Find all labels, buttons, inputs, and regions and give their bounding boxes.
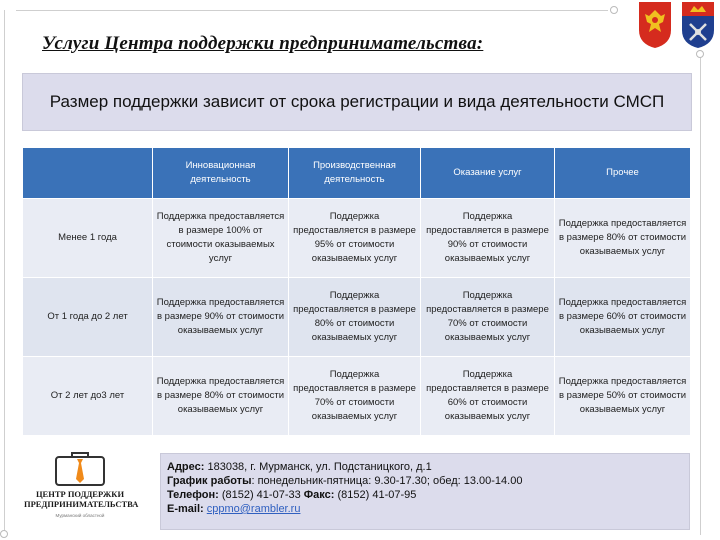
fax-value: (8152) 41-07-95 (337, 489, 417, 501)
table-cell: Поддержка предоставляется в размере 70% от стоимости оказываемых услуг (421, 278, 555, 357)
table-cell: Поддержка предоставляется в размере 90% от стоимости оказываемых услуг (153, 278, 289, 357)
murmansk-coat-of-arms-icon (678, 0, 718, 50)
table-header-cell: Инновационная деятельность (153, 148, 289, 199)
schedule-value: : понедельник-пятница: 9.30-17.30; обед: 13.00-14.00 (251, 475, 523, 487)
russia-coat-of-arms-icon (635, 0, 675, 50)
table-cell: Поддержка предоставляется в размере 60% от стоимости оказываемых услуг (421, 357, 555, 436)
phone-line (167, 488, 683, 502)
frame-line (16, 10, 608, 11)
support-table (22, 147, 691, 436)
emblems (633, 0, 720, 54)
table-row (23, 278, 691, 357)
email-link[interactable]: cppmo@rambler.ru (206, 503, 301, 515)
table-cell: Поддержка предоставляется в размере 80% от стоимости оказываемых услуг (555, 199, 691, 278)
logo-line: ПРЕДПРИНИМАТЕЛЬСТВА (24, 499, 139, 509)
contact-box (160, 453, 690, 530)
schedule-label: График работы (167, 475, 252, 487)
row-label: От 2 лет до3 лет (23, 357, 153, 436)
table-cell: Поддержка предоставляется в размере 100% от стоимости оказываемых услуг (153, 199, 289, 278)
table-header-row (23, 148, 691, 199)
table-cell: Поддержка предоставляется в размере 80% от стоимости оказываемых услуг (153, 357, 289, 436)
logo-title (24, 489, 139, 509)
table-cell: Поддержка предоставляется в размере 95% от стоимости оказываемых услуг (289, 199, 421, 278)
table-cell: Поддержка предоставляется в размере 50% от стоимости оказываемых услуг (555, 357, 691, 436)
table-header-cell: Оказание услуг (421, 148, 555, 199)
email-label: E-mail: (167, 503, 204, 515)
frame-line (4, 10, 5, 535)
table-cell: Поддержка предоставляется в размере 80% от стоимости оказываемых услуг (289, 278, 421, 357)
briefcase-tie-icon (54, 449, 106, 487)
table-row (23, 357, 691, 436)
table-header-cell: Производственная деятельность (289, 148, 421, 199)
frame-dot (0, 530, 8, 538)
logo-subtitle: Мурманский областной (55, 513, 105, 518)
address-value: 183038, г. Мурманск, ул. Подстаницкого, д.1 (207, 461, 432, 473)
table-row (23, 199, 691, 278)
frame-dot (610, 6, 618, 14)
support-center-logo (24, 447, 139, 527)
frame-line (700, 55, 701, 535)
address-line (167, 460, 683, 474)
page-title: Услуги Центра поддержки предпринимательства: (42, 33, 484, 54)
email-line (167, 502, 683, 516)
table-cell: Поддержка предоставляется в размере 90% от стоимости оказываемых услуг (421, 199, 555, 278)
row-label: От 1 года до 2 лет (23, 278, 153, 357)
table-cell: Поддержка предоставляется в размере 60% от стоимости оказываемых услуг (555, 278, 691, 357)
fax-label: Факс: (303, 489, 335, 501)
address-label: Адрес: (167, 461, 205, 473)
info-banner (22, 73, 692, 131)
schedule-line (167, 474, 683, 488)
row-label: Менее 1 года (23, 199, 153, 278)
table-header-cell (23, 148, 153, 199)
logo-line: ЦЕНТР ПОДДЕРЖКИ (35, 489, 125, 499)
phone-value: (8152) 41-07-33 (221, 489, 301, 501)
phone-label: Телефон: (167, 489, 219, 501)
table-header-cell: Прочее (555, 148, 691, 199)
banner-text: Размер поддержки зависит от срока регистрации и вида деятельности СМСП (49, 92, 665, 111)
table-cell: Поддержка предоставляется в размере 70% от стоимости оказываемых услуг (289, 357, 421, 436)
